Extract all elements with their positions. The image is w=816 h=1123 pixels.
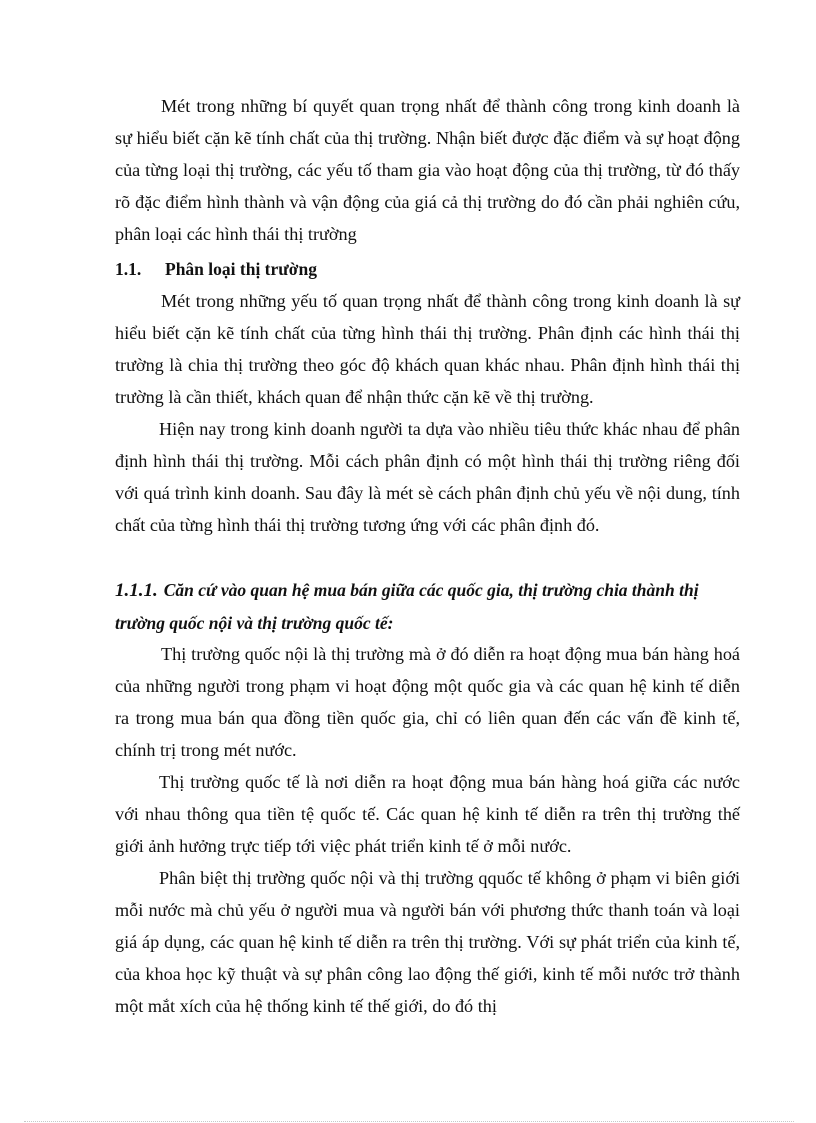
paragraph-classification: Hiện nay trong kinh doanh người ta dựa vào nhiều tiêu thức khác nhau để phân định hình thái thị trường. Mỗi cách phân định có một hình thái thị trường riêng đối với quá trình kinh doanh. Sau đây là mét sè cách phân định chủ yếu về nội dung, tính chất của từng hình thái thị trường tương ứng với các phân định đó. [115, 419, 740, 535]
paragraph-distinction: Phân biệt thị trường quốc nội và thị trường qquốc tế không ở phạm vi biên giới mỗi nước mà chủ yếu ở người mua và người bán với phương thức thanh toán và loại giá áp dụng, các quan hệ kinh tế diễn ra trên thị trường. Với sự phát triển của kinh tế, của khoa học kỹ thuật và sự phân công lao động thế giới, kinh tế mỗi nước trở thành một mắt xích của hệ thống kinh tế thế giới, do đó thị [115, 868, 740, 1016]
paragraph-market-forms: Mét trong những yếu tố quan trọng nhất để thành công trong kinh doanh là sự hiểu biết cặn kẽ tính chất của từng hình thái thị trường. Phân định các hình thái thị trường là chia thị trường theo góc độ khách quan khác nhau. Phân định hình thái thị trường là cần thiết, khách quan để nhận thức cặn kẽ về thị trường. [115, 291, 740, 407]
heading-1-1-1-title: Căn cứ vào quan hệ mua bán giữa các quốc gia, thị trường chia thành thị trường quốc nội và thị trường quốc tế: [115, 580, 699, 633]
heading-1-1 [115, 253, 317, 285]
paragraph-domestic-market: Thị trường quốc nội là thị trường mà ở đó diễn ra hoạt động mua bán hàng hoá của những người trong phạm vi hoạt động một quốc gia và các quan hệ kinh tế diễn ra trong mua bán qua đồng tiền quốc gia, chỉ có liên quan đến các vấn đề kinh tế, chính trị trong mét nước. [115, 644, 740, 760]
heading-1-1-1-number: 1.1.1. [115, 580, 158, 601]
page-bottom-divider [24, 1121, 794, 1122]
heading-1-1-number: 1.1. [115, 259, 142, 279]
heading-1-1-1 [115, 574, 740, 639]
paragraph-intro: Mét trong những bí quyết quan trọng nhất để thành công trong kinh doanh là sự hiểu biết cặn kẽ tính chất của thị trường. Nhận biết được đặc điểm và sự hoạt động của từng loại thị trường, các yếu tố tham gia vào hoạt động của thị trường, từ đó thấy rõ đặc điểm hình thành và vận động của giá cả thị trường do đó cần phải nghiên cứu, phân loại các hình thái thị trường [115, 96, 740, 244]
paragraph-international-market: Thị trường quốc tế là nơi diễn ra hoạt động mua bán hàng hoá giữa các nước với nhau thông qua tiền tệ quốc tế. Các quan hệ kinh tế diễn ra trên thị trường thế giới ảnh hưởng trực tiếp tới việc phát triển kinh tế ở mỗi nước. [115, 772, 740, 856]
heading-1-1-title: Phân loại thị trường [165, 259, 317, 279]
